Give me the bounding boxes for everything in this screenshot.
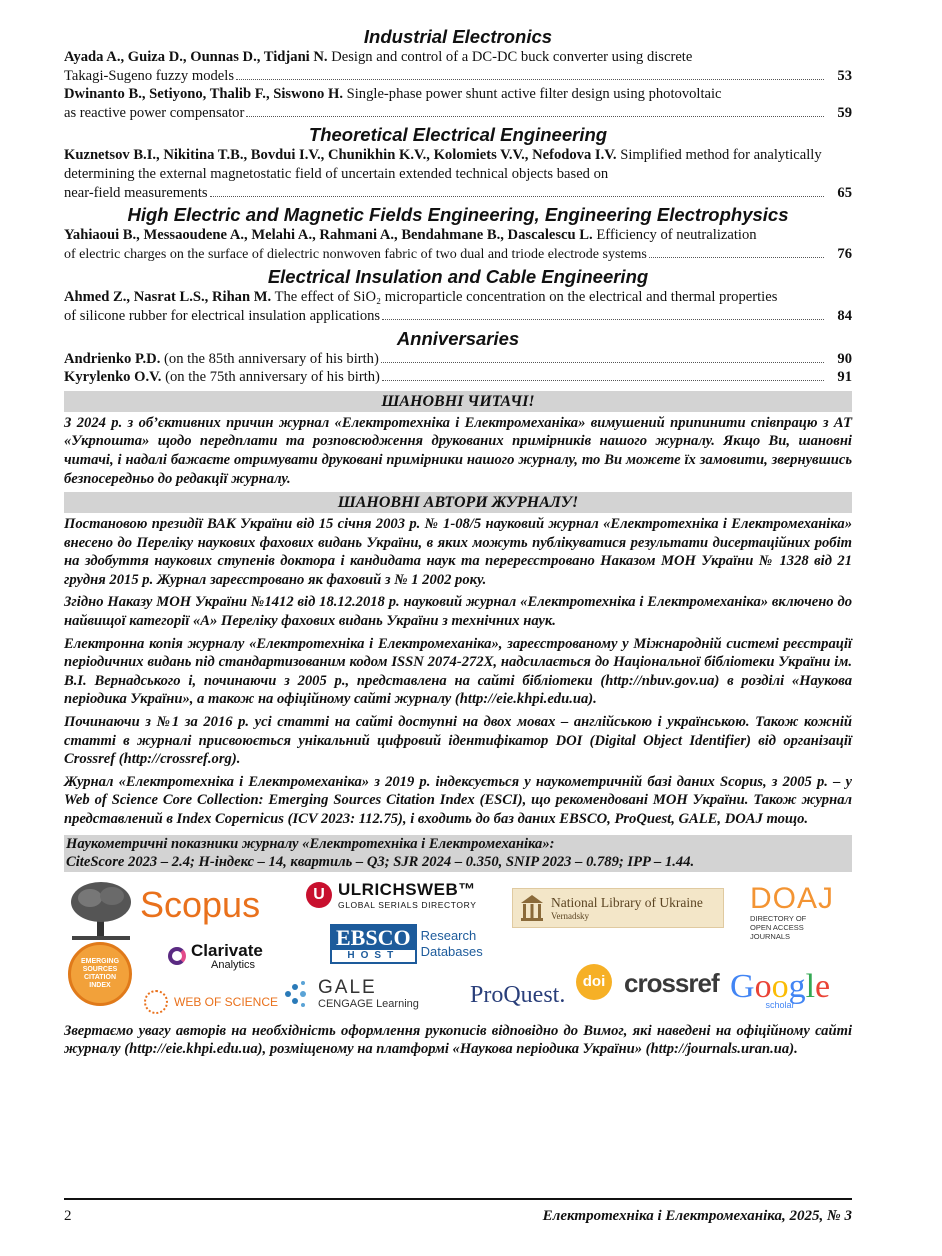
toc-entry[interactable]	[64, 368, 852, 387]
gale-name: GALE	[318, 976, 377, 998]
nlu-name: National Library of Ukraine	[551, 894, 703, 910]
page-footer	[64, 1208, 852, 1225]
doaj-name: DOAJ	[750, 881, 835, 915]
doaj-subtitle: DIRECTORY OF	[750, 913, 807, 923]
toc-entry[interactable]	[64, 85, 852, 122]
entry-title: Design and control of a DC-DC buck converter using discrete	[331, 49, 693, 65]
metrics-title: Наукометричні показники журналу «Електротехніка і Електромеханіка»:	[66, 835, 555, 852]
doaj-subtitle: OPEN ACCESS	[750, 922, 804, 932]
entry-title-end: (on the 85th anniversary of his birth)	[164, 350, 379, 367]
google-scholar-subtitle: scholar	[765, 999, 795, 1010]
metrics-values: CiteScore 2023 – 2.4; H-індекс – 14, квартиль – Q3; SJR 2024 – 0.350, SNIP 2023 – 0.789; IPP – 1.44.	[66, 854, 695, 871]
entry-title: Efficiency of neutralization	[596, 227, 757, 244]
section-title: Industrial Electronics	[363, 26, 553, 47]
authors-paragraph: Постановою президії ВАК України від 15 січня 2003 р. № 1-08/5 науковий журнал «Електротехніка і Електромеханіка» внесено до Переліку наукових фахових видань України, в яких можуть публікуватися результати дисертаційних робіт на здобуття наукових ступенів доктора і кандидата наук та перереєстровано Наказом МОН України № 1328 від 21 грудня 2015 р. Журнал зареєстровано як фаховий з № 1 2002 року.	[64, 516, 852, 588]
clarivate-ring-icon	[168, 947, 186, 965]
entry-title: Single-phase power shunt active filter design using photovoltaic	[346, 86, 722, 103]
leader-dots	[236, 79, 824, 80]
authors-paragraph: Електронна копія журналу «Електротехніка і Електромеханіка», зареєстрованому у Міжнародній системі реєстрації періодичних видань під стандартизованим кодом ISSN 2074-272X, надсилається до Національної бібліотеки України ім. В.І. Вернадського і, починаючи з 2005 р., представлена на сайті бібліотеки (http://nbuv.gov.ua) в розділі «Наукова періодика України», а також на офіційному сайті журналу (http://eie.khpi.edu.ua).	[64, 635, 852, 708]
esci-line: EMERGING	[80, 957, 120, 965]
nlu-subtitle: Vernadsky	[551, 910, 589, 921]
ebsco-logo[interactable]	[330, 924, 483, 964]
leader-dots	[649, 257, 824, 258]
entry-title: Simplified method for analytically determining the external magnetostatic field of uncertain extended technical objects based on	[64, 147, 822, 182]
entry-title: The effect of SiO₂ microparticle concentration on the electrical and thermal properties	[274, 289, 778, 306]
readers-notice: З 2024 р. з об’єктивних причин журнал «Електротехніка і Електромеханіка» вимушений припинити співпрацю з АТ «Укрпошта» щодо передплати та розповсюдження друкованих примірників нашого журналу. Якщо Ви, шановні читачі, і надалі бажаєте отримувати друковані примірники нашого журналу, то Ви можете їх замовити, звернувшись безпосередньо до редакції журналу.	[64, 414, 852, 487]
journal-citation: Електротехніка і Електромеханіка, 2025, № 3	[542, 1208, 852, 1224]
ebsco-databases: Databases	[420, 943, 483, 959]
nlu-logo[interactable]	[512, 888, 724, 928]
ebsco-host: HOST	[332, 950, 415, 962]
clarivate-subtitle: Analytics	[211, 958, 256, 971]
elsevier-tree-icon	[68, 880, 134, 942]
entry-title-end: Takagi-Sugeno fuzzy models	[64, 67, 235, 84]
footer-rule	[64, 1198, 852, 1200]
authors-paragraph: Починаючи з №1 за 2016 р. усі статті на сайті доступні на двох мовах – англійською і українською. Також кожній статті в журналі присвоюється унікальний цифровий ідентифікатор DOI (Digital Object Identifier) від організації Crossref (http://crossref.org).	[64, 714, 852, 768]
metrics-box	[64, 835, 852, 872]
leader-dots	[382, 380, 824, 381]
leader-dots	[210, 196, 824, 197]
esci-line: SOURCES	[82, 965, 118, 973]
google-scholar-logo[interactable]	[730, 967, 831, 1010]
authors-paragraph: Журнал «Електротехніка і Електромеханіка» з 2019 р. індексується у наукометричній базі даних Scopus, з 2005 р. – у Web of Science Core Collection: Emerging Sources Citation Index (ESCI), що рекомендовані МОН України. Також журнал представлений в Index Copernicus (ICV 2023: 112.75), і входить до баз даних EBSCO, ProQuest, GALE, DOAJ тощо.	[64, 773, 852, 827]
readers-banner: ШАНОВНІ ЧИТАЧІ!	[64, 391, 852, 412]
ebsco-name: EBSCO	[336, 924, 411, 950]
entry-title-end: as reactive power compensator	[64, 104, 245, 121]
section-title: Anniversaries	[396, 327, 520, 349]
indexing-logos	[64, 878, 852, 1018]
esci-line: CITATION	[83, 973, 116, 981]
leader-dots	[382, 319, 824, 320]
ebsco-research: Research	[420, 927, 477, 943]
entry-title-end: near-field measurements	[64, 184, 208, 201]
entry-authors: Kuznetsov B.I., Nikitina T.B., Bovdui I.V., Chunikhin K.V., Kolomiets V.V., Nefodova I.V.	[64, 147, 617, 164]
toc-entry[interactable]	[64, 48, 852, 85]
authors-banner: ШАНОВНІ АВТОРИ ЖУРНАЛУ!	[64, 492, 852, 513]
entry-page: 59	[837, 104, 852, 121]
section-title: Theoretical Electrical Engineering	[308, 124, 608, 146]
page-number: 2	[64, 1208, 72, 1224]
leader-dots	[381, 362, 824, 363]
entry-authors: Andrienko P.D.	[64, 350, 161, 367]
entry-title-end: (on the 75th anniversary of his birth)	[165, 369, 380, 386]
section-title: High Electric and Magnetic Fields Engineering, Engineering Electrophysics	[127, 204, 789, 226]
toc-entry[interactable]	[64, 226, 852, 264]
ulrichs-circle-icon: U	[306, 882, 332, 908]
ulrichs-subtitle: GLOBAL SERIALS DIRECTORY	[338, 899, 477, 910]
doi-logo[interactable]: doi	[576, 964, 612, 1000]
toc-entry[interactable]	[64, 350, 852, 369]
clarivate-logo[interactable]	[168, 942, 263, 971]
entry-page: 91	[837, 369, 852, 386]
doaj-subtitle: JOURNALS	[750, 931, 791, 941]
esci-line: INDEX	[89, 981, 111, 989]
entry-page: 65	[837, 184, 852, 201]
gale-subtitle: CENGAGE Learning	[318, 997, 419, 1010]
toc-entry[interactable]	[64, 146, 852, 202]
gale-dots-icon	[282, 979, 312, 1009]
leader-dots	[246, 116, 824, 117]
web-of-science-logo[interactable]	[144, 990, 278, 1014]
section-title: Electrical Insulation and Cable Engineering	[267, 266, 649, 288]
esci-badge[interactable]	[68, 942, 132, 1006]
entry-authors: Ahmed Z., Nasrat L.S., Rihan M.	[64, 289, 272, 306]
closing-notice: Звертаємо увагу авторів на необхідність оформлення рукописів відповідно до Вимог, які наведені на офіційному сайті журналу (http://eie.khpi.edu.ua), розміщеному на платформі «Наукова періодика України» (http://journals.uran.ua).	[64, 1022, 852, 1058]
entry-page: 76	[837, 245, 852, 262]
scopus-logo[interactable]: Scopus	[140, 883, 261, 925]
wos-name: WEB OF SCIENCE	[174, 994, 279, 1009]
clarivate-name: Clarivate	[191, 940, 263, 960]
gale-logo[interactable]	[282, 978, 419, 1010]
entry-page: 84	[837, 307, 852, 324]
entry-authors: Kyrylenko O.V.	[64, 369, 162, 386]
google-name: Google	[730, 967, 831, 1005]
proquest-logo[interactable]: ProQuest.	[470, 981, 566, 1008]
wos-globe-icon	[144, 990, 168, 1014]
entry-page: 53	[837, 67, 852, 84]
doaj-logo[interactable]	[750, 881, 835, 941]
ulrichs-name: ULRICHSWEB™	[338, 879, 476, 899]
library-building-icon	[519, 893, 545, 923]
entry-authors: Ayada A., Guiza D., Ounnas D., Tidjani N.	[64, 49, 328, 65]
ulrichsweb-logo[interactable]	[306, 880, 476, 910]
crossref-logo[interactable]	[624, 968, 719, 999]
authors-paragraph: Згідно Наказу МОН України №1412 від 18.12.2018 р. науковий журнал «Електротехніка і Електромеханіка» включено до найвищої категорії «А» Переліку фахових видань України з технічних наук.	[64, 594, 852, 630]
entry-title-end: of silicone rubber for electrical insulation applications	[64, 307, 381, 324]
page-content	[64, 24, 852, 1059]
entry-page: 90	[837, 350, 852, 367]
entry-title-end: of electric charges on the surface of dielectric nonwoven fabric of two dual and triode electrode systems	[64, 246, 647, 262]
entry-authors: Dwinanto B., Setiyono, Thalib F., Siswono H.	[64, 86, 343, 103]
toc-entry[interactable]	[64, 288, 852, 325]
crossref-name: crossref	[624, 967, 719, 998]
entry-authors: Yahiaoui B., Messaoudene A., Melahi A., Rahmani A., Bendahmane B., Dascalescu L.	[64, 227, 593, 244]
